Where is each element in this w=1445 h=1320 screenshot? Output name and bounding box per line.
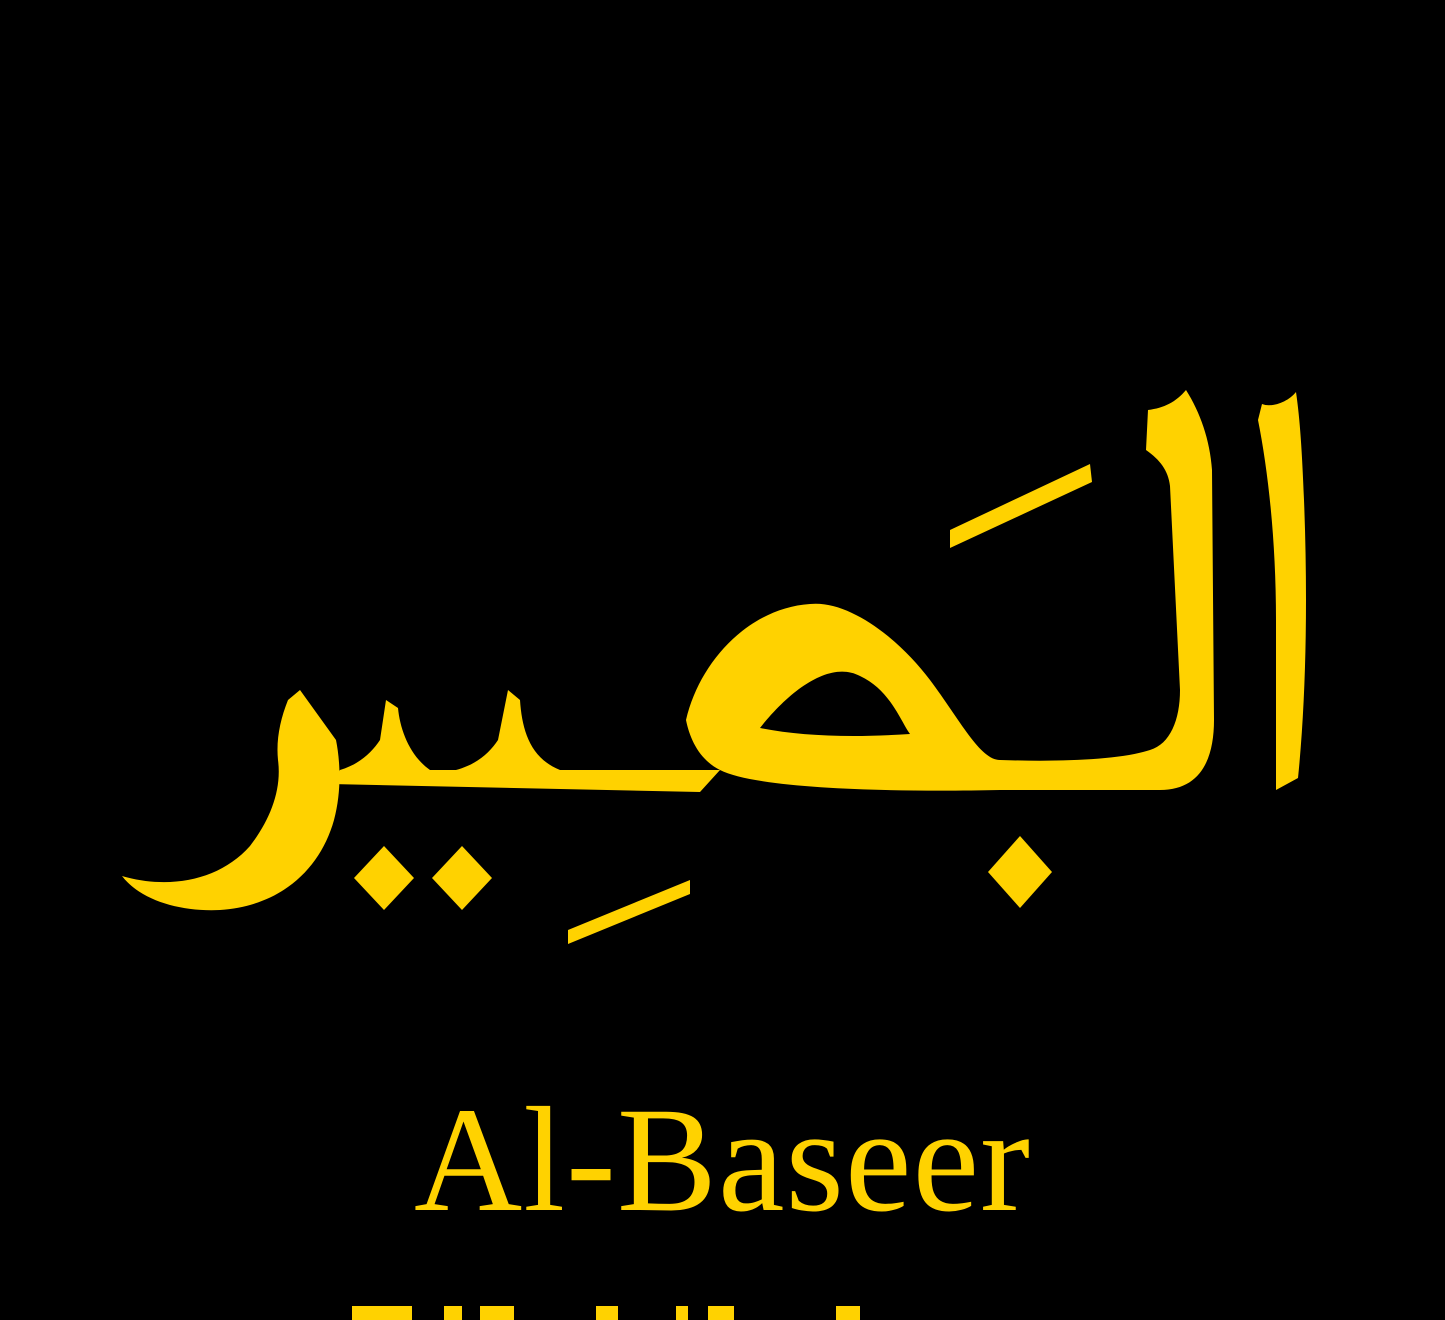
kasra-mark [568, 880, 690, 944]
left-tooth [378, 700, 430, 770]
transliteration-label: Al-Baseer [413, 1077, 1032, 1243]
lam-stroke [990, 390, 1214, 790]
sad-body [686, 604, 1000, 791]
middle-tooth [498, 690, 560, 770]
cropped-text-line [0, 1296, 1445, 1320]
dot-ya-1 [432, 846, 492, 910]
dot-ba [988, 836, 1052, 908]
dot-ya-2 [354, 846, 414, 910]
fatha-mark [950, 464, 1092, 548]
alef-stroke [1258, 392, 1306, 790]
ra-tail [122, 690, 340, 910]
